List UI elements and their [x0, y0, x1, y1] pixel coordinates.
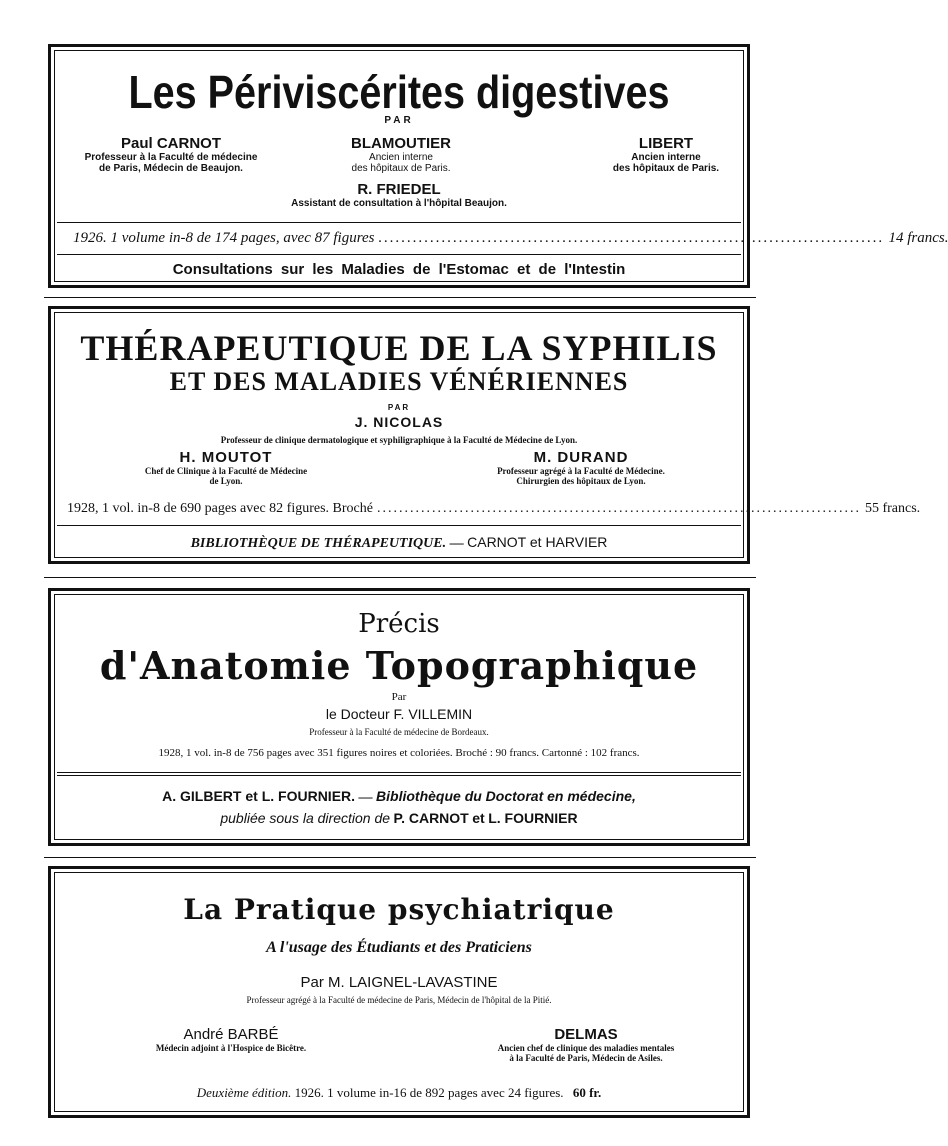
author-name: BLAMOUTIER [351, 135, 451, 152]
price: 55 francs. [864, 501, 921, 516]
author-name: LIBERT [638, 135, 694, 152]
ad-anatomie-topographique [48, 588, 750, 846]
ad-therapeutique-syphilis [48, 306, 921, 564]
edition-line [67, 501, 921, 517]
author: Par M. LAIGNEL-LAVASTINE [300, 974, 498, 991]
author-title-line: des hôpitaux de Paris. [612, 163, 720, 174]
divider [57, 525, 741, 526]
edition-line [73, 230, 948, 247]
book-title: d'Anatomie Topographique [99, 643, 699, 688]
par-label: PAR [387, 403, 411, 412]
edition-text: 1926. 1 volume in-8 de 174 pages, avec 87 figures [73, 230, 375, 246]
author-barbe [121, 1026, 341, 1053]
author-friedel [51, 181, 747, 209]
author-title-line: Professeur agrégé à la Faculté de Médecine. [497, 466, 665, 476]
main-author-desc: Professeur de clinique dermatologique et syphiligraphique à la Faculté de Médecine de Lyon. [220, 435, 578, 445]
series-dash: — [449, 536, 464, 551]
main-author: J. NICOLAS [354, 414, 444, 430]
book-title-line1: THÉRAPEUTIQUE DE LA SYPHILIS [80, 328, 718, 368]
price: 60 fr. [572, 1085, 602, 1100]
divider [57, 222, 741, 223]
book-title: La Pratique psychiatrique [183, 893, 615, 926]
author: le Docteur F. VILLEMIN [325, 706, 473, 722]
book-title: Les Périviscérites digestives [128, 66, 670, 118]
par-label: PAR [384, 115, 414, 126]
author-name: André BARBÉ [183, 1026, 279, 1043]
edition-label: Deuxième édition. [196, 1085, 292, 1100]
author-title-line: Assistant de consultation à l'hôpital Beaujon. [291, 198, 507, 209]
series-direction: publiée sous la direction de [220, 810, 391, 826]
edition-line [51, 1085, 747, 1101]
author-title-line: Ancien interne [369, 152, 433, 163]
author-desc: Professeur agrégé à la Faculté de médecine de Paris, Médecin de l'hôpital de la Pitié. [246, 995, 552, 1005]
separator [44, 577, 756, 578]
edition-text: 1928, 1 vol. in-8 de 690 pages avec 82 figures. Broché [67, 501, 373, 516]
ad-pratique-psychiatrique [48, 866, 750, 1118]
author-name: M. DURAND [533, 449, 629, 466]
ad-periviscerites [48, 44, 948, 288]
author-desc: Professeur à la Faculté de médecine de Bordeaux. [309, 727, 489, 737]
author-delmas [461, 1026, 711, 1063]
series-editors: CARNOT et HARVIER [467, 534, 608, 550]
divider [57, 254, 741, 255]
author-title-line: Ancien interne [631, 152, 701, 163]
author-title-line: Chirurgien des hôpitaux de Lyon. [516, 476, 646, 486]
series-and: et [472, 810, 485, 826]
author-title-line: Ancien chef de clinique des maladies mentales [497, 1043, 675, 1053]
edition-text: 1926. 1 volume in-16 de 892 pages avec 24 figures. [294, 1085, 564, 1100]
author-title-line: Médecin adjoint à l'Hospice de Bicêtre. [155, 1043, 307, 1053]
series-authors: A. GILBERT et L. FOURNIER. [162, 788, 356, 804]
author-name: Paul CARNOT [120, 135, 221, 152]
series-title: BIBLIOTHÈQUE DE THÉRAPEUTIQUE. [190, 536, 447, 551]
author-title-line: des hôpitaux de Paris. [351, 163, 451, 174]
edition-line: 1928, 1 vol. in-8 de 756 pages avec 351 figures noires et coloriées. Broché : 90 francs. Cartonné : 102 francs. [158, 747, 640, 759]
series-line2 [51, 810, 747, 828]
separator [44, 857, 756, 858]
series-editor: L. FOURNIER [488, 810, 578, 826]
series-line1 [51, 788, 747, 806]
author-durand [461, 449, 701, 486]
author-title-line: de Lyon. [209, 476, 243, 486]
series-dash: — [358, 790, 373, 805]
author-name: H. MOUTOT [179, 449, 273, 466]
author-title-line: à la Faculté de Paris, Médecin de Asiles. [509, 1053, 663, 1063]
price: 14 francs. [888, 230, 948, 246]
author-blamoutier [301, 135, 501, 174]
author-libert [586, 135, 746, 174]
double-divider [57, 772, 741, 776]
dot-leader: ........................................................................................ [378, 230, 885, 246]
dot-leader: ........................................................................................ [376, 501, 861, 516]
book-title-line2: ET DES MALADIES VÉNÉRIENNES [169, 367, 629, 396]
book-pre-title: Précis [358, 609, 440, 639]
author-name: DELMAS [554, 1026, 618, 1043]
book-subtitle: A l'usage des Étudiants et des Praticiens [266, 939, 532, 956]
author-title-line: de Paris, Médecin de Beaujon. [99, 163, 243, 174]
author-title-line: Chef de Clinique à la Faculté de Médecine [144, 466, 308, 476]
series-editor: P. CARNOT [393, 810, 469, 826]
series-line: Consultations sur les Maladies de l'Estomac et de l'Intestin [172, 261, 626, 278]
separator [44, 297, 756, 298]
author-name: R. FRIEDEL [357, 181, 441, 198]
author-moutot [111, 449, 341, 486]
author-carnot [71, 135, 271, 174]
par-label: Par [391, 691, 407, 703]
series-name: Bibliothèque du Doctorat en médecine, [376, 788, 636, 804]
series-line [51, 534, 747, 552]
author-title-line: Professeur à la Faculté de médecine [84, 152, 258, 163]
